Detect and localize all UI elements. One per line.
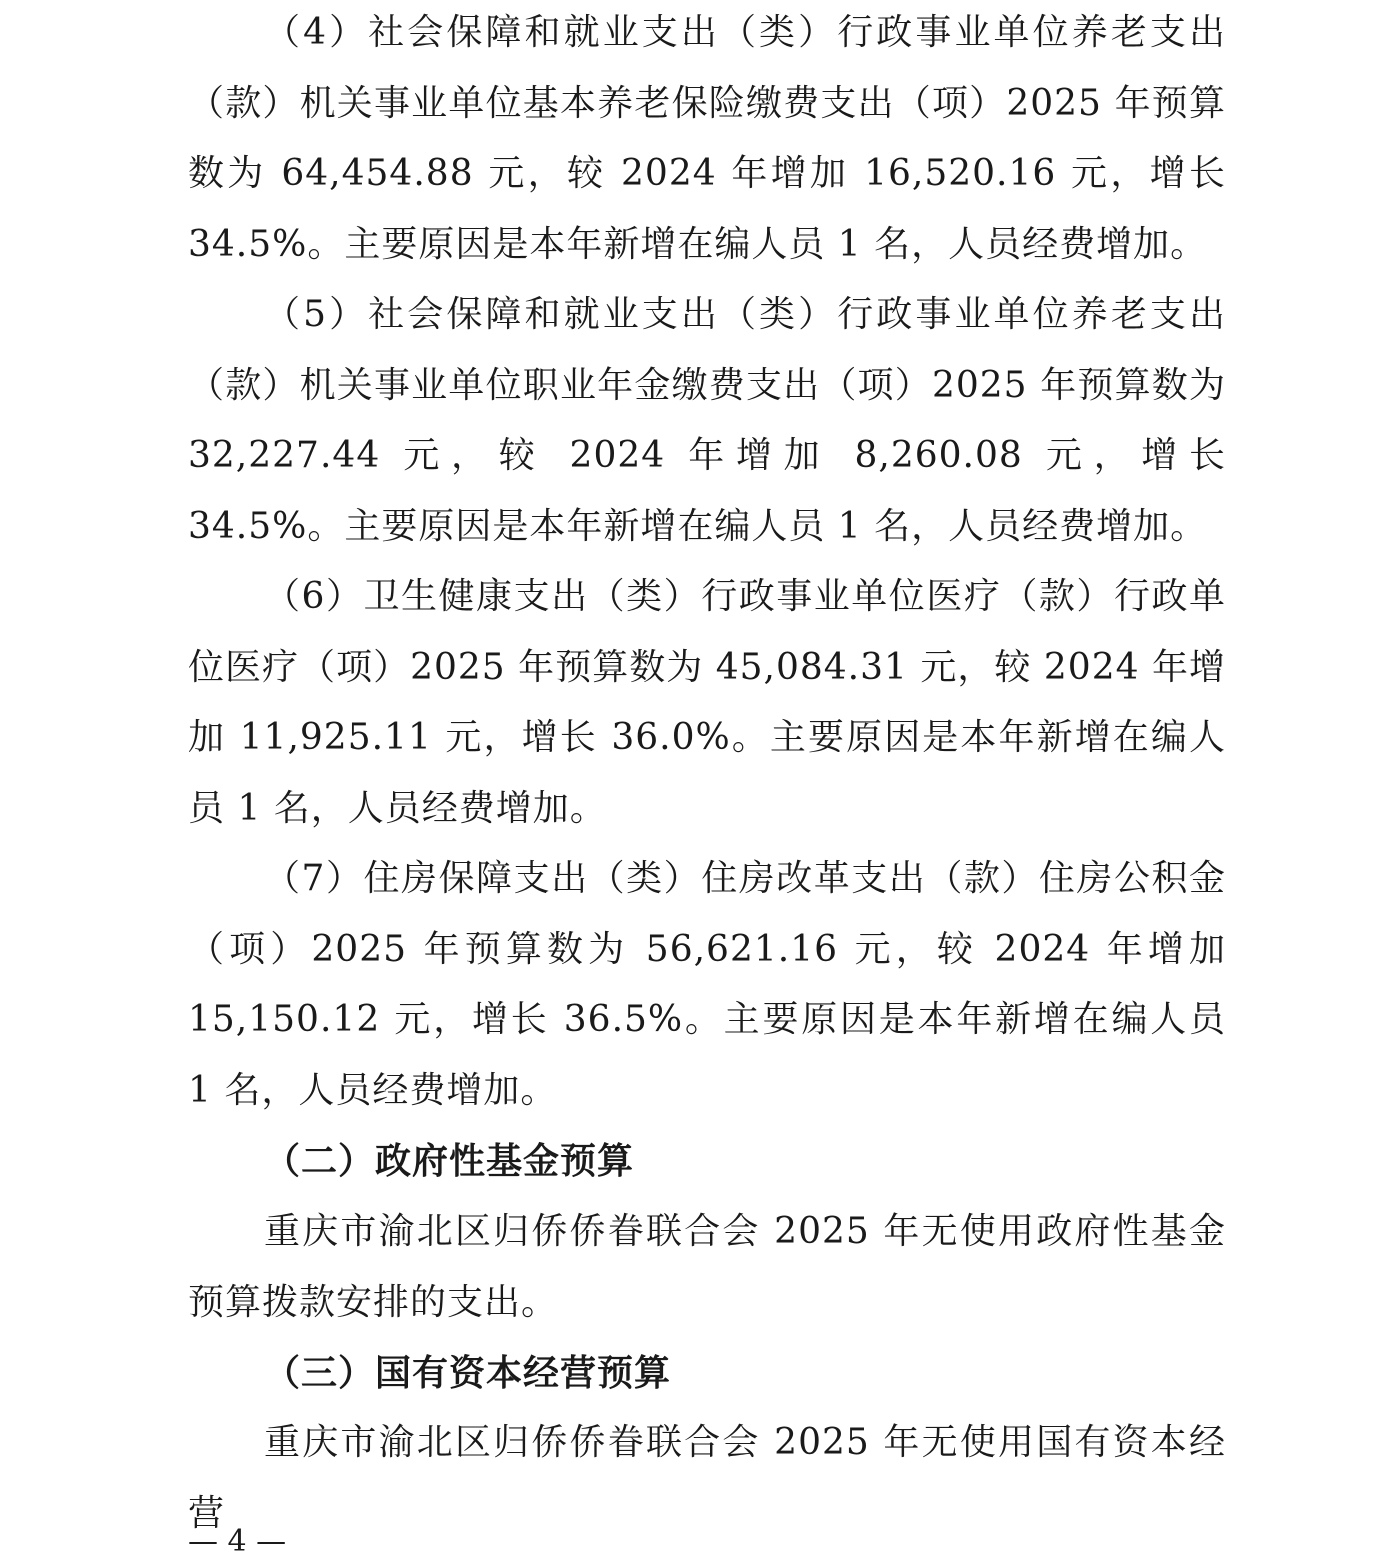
- section-heading-gov-fund: （二）政府性基金预算: [264, 1140, 635, 1182]
- paragraph-item-7: （7）住房保障支出（类）住房改革支出（款）住房公积金（项）2025 年预算数为 56,621.16 元，较 2024 年增加 15,150.12 元，增长 36.5%。主要原因是本年新增在编人员 1 名，人员经费增加。: [188, 858, 1226, 1111]
- paragraph-item-6: （6）卫生健康支出（类）行政事业单位医疗（款）行政单位医疗（项）2025 年预算数为 45,084.31 元，较 2024 年增加 11,925.11 元，增长 36.0%。主要原因是本年新增在编人员 1 名，人员经费增加。: [188, 576, 1226, 829]
- section-text-state-capital: 重庆市渝北区归侨侨眷联合会 2025 年无使用国有资本经营: [188, 1422, 1226, 1534]
- section-text-gov-fund: 重庆市渝北区归侨侨眷联合会 2025 年无使用政府性基金预算拨款安排的支出。: [188, 1211, 1226, 1323]
- section-heading-state-capital: （三）国有资本经营预算: [264, 1352, 672, 1394]
- paragraph-item-5: （5）社会保障和就业支出（类）行政事业单位养老支出（款）机关事业单位职业年金缴费支出（项）2025 年预算数为 32,227.44 元，较 2024 年增加 8,260.08 元，增长 34.5%。主要原因是本年新增在编人员 1 名，人员经费增加。: [188, 294, 1226, 547]
- page-number: — 4 —: [188, 1524, 287, 1559]
- paragraph-item-4: （4）社会保障和就业支出（类）行政事业单位养老支出（款）机关事业单位基本养老保险缴费支出（项）2025 年预算数为 64,454.88 元，较 2024 年增加 16,520.16 元，增长 34.5%。主要原因是本年新增在编人员 1 名，人员经费增加。: [188, 12, 1226, 265]
